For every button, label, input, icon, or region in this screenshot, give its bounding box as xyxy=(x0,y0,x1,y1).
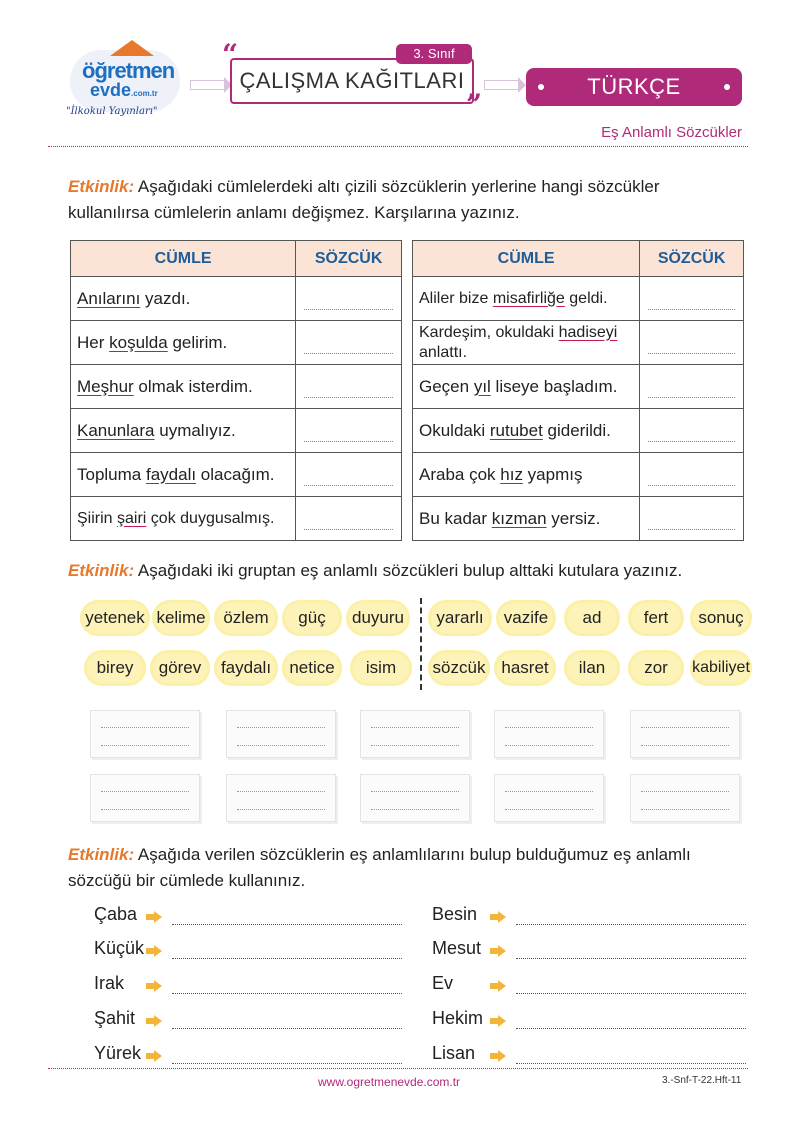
pointing-hand-icon xyxy=(146,1051,162,1061)
subject-title: TÜRKÇE xyxy=(587,74,681,99)
sentence-cell: Her koşulda gelirim. xyxy=(71,321,296,365)
table-row xyxy=(413,453,744,497)
logo-line1: öğretmen xyxy=(82,58,175,83)
word-label: Şahit xyxy=(94,1008,136,1028)
activity-text: Aşağıdaki iki gruptan eş anlamlı sözcükleri bulup alttaki kutulara yazınız. xyxy=(137,561,683,580)
answer-box[interactable] xyxy=(226,774,336,822)
word-cloud: ilan xyxy=(564,650,620,686)
table-row xyxy=(413,409,744,453)
sentence-cell: Topluma faydalı olacağım. xyxy=(71,453,296,497)
word-cloud: yararlı xyxy=(428,600,492,636)
divider xyxy=(48,1068,748,1069)
word-cloud: hasret xyxy=(494,650,556,686)
word-cloud: vazife xyxy=(496,600,556,636)
sentence-cell: Geçen yıl liseye başladım. xyxy=(413,365,640,409)
word-label: Irak xyxy=(94,973,125,993)
pointing-hand-icon xyxy=(146,912,162,922)
word-cloud: fert xyxy=(628,600,684,636)
activity2-instruction xyxy=(68,558,738,584)
answer-field[interactable] xyxy=(640,365,744,409)
table-row xyxy=(71,321,402,365)
sentence-cell: Kardeşim, okuldaki hadiseyi anlattı. xyxy=(413,321,640,365)
word-cloud: ad xyxy=(564,600,620,636)
answer-field[interactable] xyxy=(640,497,744,541)
sentence-cell: Aliler bize misafirliğe geldi. xyxy=(413,277,640,321)
pointing-hand-icon xyxy=(490,1051,506,1061)
word-cloud: faydalı xyxy=(214,650,278,686)
pointing-hand-icon xyxy=(146,946,162,956)
sentence-cell: Okuldaki rutubet giderildi. xyxy=(413,409,640,453)
logo-tagline: "İlkokul Yayınları" xyxy=(66,106,158,117)
column-header: CÜMLE xyxy=(71,241,296,277)
answer-box[interactable] xyxy=(226,710,336,758)
sentence-cell: Araba çok hız yapmış xyxy=(413,453,640,497)
answer-field[interactable] xyxy=(640,453,744,497)
word-cloud: kelime xyxy=(152,600,210,636)
word-cloud: güç xyxy=(282,600,342,636)
word-cloud: görev xyxy=(150,650,210,686)
word-cloud: kabiliyet xyxy=(690,650,752,686)
publisher-logo xyxy=(60,40,190,125)
word-cloud: duyuru xyxy=(346,600,410,636)
pointing-hand-icon xyxy=(490,912,506,922)
logo-line2: evde.com.tr xyxy=(90,80,158,100)
arrow-right-icon xyxy=(190,80,224,90)
answer-box[interactable] xyxy=(630,710,740,758)
pointing-hand-icon xyxy=(490,946,506,956)
answer-box[interactable] xyxy=(90,774,200,822)
pointing-hand-icon xyxy=(490,1016,506,1026)
answer-box[interactable] xyxy=(360,710,470,758)
answer-line[interactable] xyxy=(516,993,746,994)
column-header: SÖZCÜK xyxy=(640,241,744,277)
answer-field[interactable] xyxy=(296,409,402,453)
activity3-instruction xyxy=(68,842,738,894)
open-quote-icon: “ xyxy=(222,38,239,71)
close-quote-icon: ” xyxy=(466,88,483,121)
answer-field[interactable] xyxy=(640,321,744,365)
answer-line[interactable] xyxy=(516,1063,746,1064)
topic-title: Eş Anlamlı Sözcükler xyxy=(601,124,742,141)
activity-label: Etkinlik: xyxy=(68,177,135,196)
answer-box[interactable] xyxy=(494,774,604,822)
arrow-right-icon xyxy=(484,80,518,90)
answer-field[interactable] xyxy=(296,453,402,497)
activity1-instruction xyxy=(68,174,738,226)
pointing-hand-icon xyxy=(146,1016,162,1026)
column-header: SÖZCÜK xyxy=(296,241,402,277)
answer-field[interactable] xyxy=(296,277,402,321)
dot-icon xyxy=(724,84,730,90)
worksheet-title: ÇALIŞMA KAĞITLARI xyxy=(239,68,465,93)
pointing-hand-icon xyxy=(490,981,506,991)
word-label: Çaba xyxy=(94,904,138,924)
word-cloud: sözcük xyxy=(428,650,490,686)
word-cloud: özlem xyxy=(214,600,278,636)
answer-box[interactable] xyxy=(494,710,604,758)
sentence-cell: Meşhur olmak isterdim. xyxy=(71,365,296,409)
table-row xyxy=(71,497,402,541)
answer-field[interactable] xyxy=(296,321,402,365)
answer-field[interactable] xyxy=(296,497,402,541)
word-label: Besin xyxy=(432,904,478,924)
table-row xyxy=(71,453,402,497)
answer-field[interactable] xyxy=(296,365,402,409)
table-row xyxy=(413,497,744,541)
pointing-hand-icon xyxy=(146,981,162,991)
word-cloud: birey xyxy=(84,650,146,686)
word-label: Ev xyxy=(432,973,454,993)
activity-label: Etkinlik: xyxy=(68,845,135,864)
answer-line[interactable] xyxy=(516,924,746,925)
answer-line[interactable] xyxy=(172,1063,402,1064)
word-label: Yürek xyxy=(94,1043,142,1063)
table-row xyxy=(413,365,744,409)
activity-text: Aşağıdaki cümlelerdeki altı çizili sözcüklerin yerlerine hangi sözcükler kullanılırsa cümlelerin anlamı değişmez. Karşılarına yazınız. xyxy=(68,177,660,222)
word-cloud: yetenek xyxy=(80,600,150,636)
table-row xyxy=(413,277,744,321)
footer-code: 3.-Snf-T-22.Hft-11 xyxy=(662,1075,742,1086)
activity-text: Aşağıda verilen sözcüklerin eş anlamlılarını bulup bulduğumuz eş anlamlı sözcüğü bir cümlede kullanınız. xyxy=(68,845,691,890)
table-row xyxy=(71,409,402,453)
answer-field[interactable] xyxy=(640,277,744,321)
table-row xyxy=(71,277,402,321)
divider xyxy=(48,146,748,147)
grade-badge: 3. Sınıf xyxy=(396,44,472,64)
sentence-cell: Anılarını yazdı. xyxy=(71,277,296,321)
group-separator xyxy=(420,598,422,690)
word-label: Lisan xyxy=(432,1043,476,1063)
sentence-cell: Kanunlara uymalıyız. xyxy=(71,409,296,453)
answer-field[interactable] xyxy=(640,409,744,453)
word-label: Mesut xyxy=(432,938,482,958)
answer-line[interactable] xyxy=(516,958,746,959)
answer-line[interactable] xyxy=(172,993,402,994)
column-header: CÜMLE xyxy=(413,241,640,277)
word-cloud: isim xyxy=(350,650,412,686)
activity-label: Etkinlik: xyxy=(68,561,135,580)
word-label: Hekim xyxy=(432,1008,484,1028)
word-cloud: netice xyxy=(282,650,342,686)
answer-line[interactable] xyxy=(516,1028,746,1029)
sentence-table-right xyxy=(412,240,744,541)
sentence-cell: Bu kadar kızman yersiz. xyxy=(413,497,640,541)
sentence-table-left xyxy=(70,240,402,541)
word-label: Küçük xyxy=(94,938,145,958)
answer-line[interactable] xyxy=(172,1028,402,1029)
table-row xyxy=(71,365,402,409)
table-row xyxy=(413,321,744,365)
answer-line[interactable] xyxy=(172,924,402,925)
worksheet-title-box xyxy=(230,58,474,104)
footer-url[interactable]: www.ogretmenevde.com.tr xyxy=(318,1075,461,1089)
subject-badge xyxy=(526,68,742,106)
dot-icon xyxy=(538,84,544,90)
answer-box[interactable] xyxy=(630,774,740,822)
house-icon xyxy=(110,40,154,56)
word-cloud: sonuç xyxy=(690,600,752,636)
sentence-cell: Şiirin şairi çok duygusalmış. xyxy=(71,497,296,541)
answer-box[interactable] xyxy=(360,774,470,822)
word-cloud: zor xyxy=(628,650,684,686)
answer-line[interactable] xyxy=(172,958,402,959)
answer-box[interactable] xyxy=(90,710,200,758)
